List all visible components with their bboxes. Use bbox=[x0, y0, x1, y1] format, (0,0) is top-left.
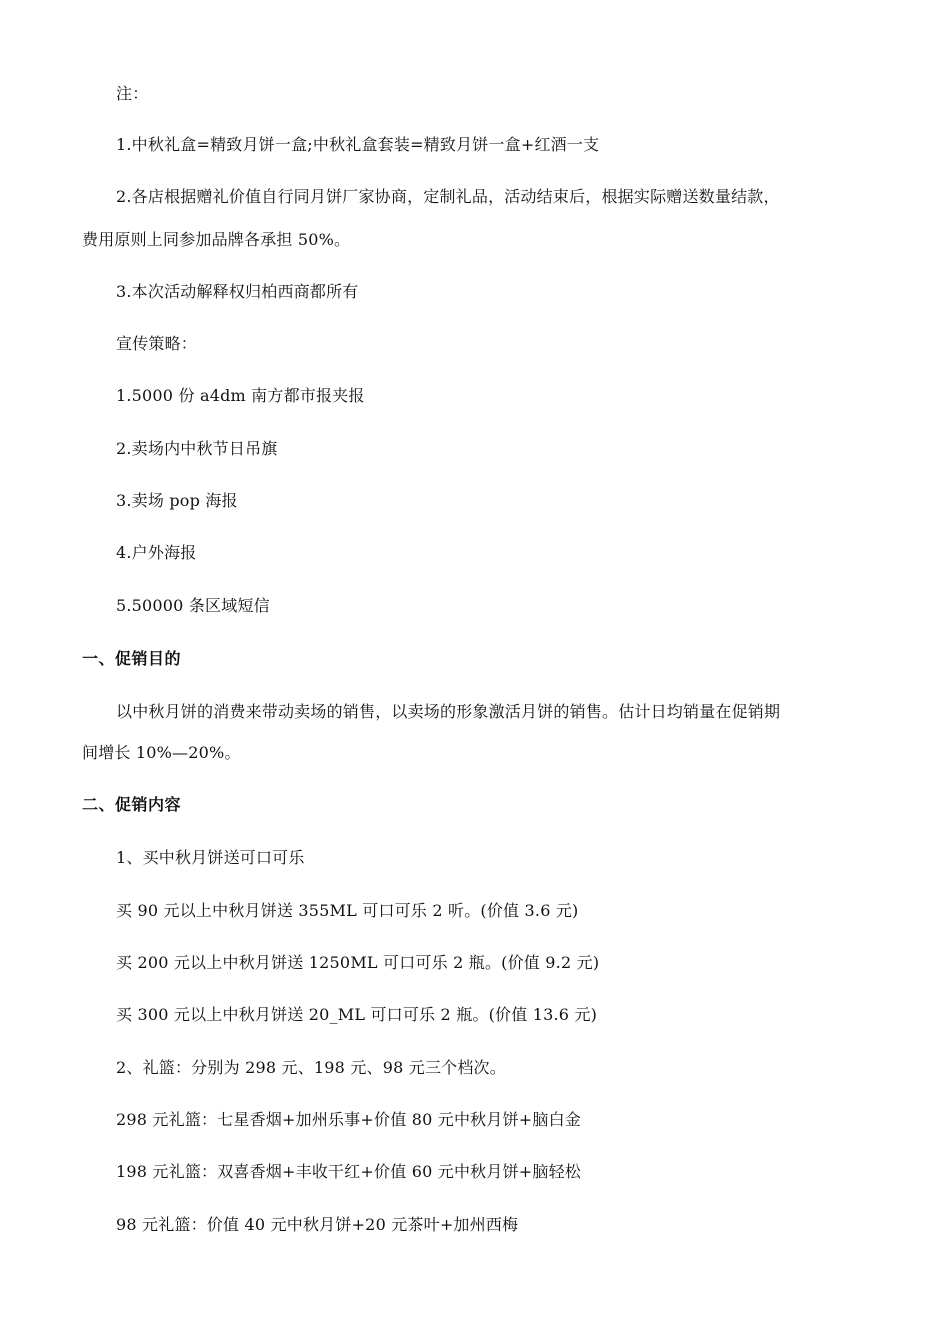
promotion-subheading-gift-basket: 2、礼篮：分别为 298 元、198 元、98 元三个档次。 bbox=[116, 1058, 506, 1077]
publicity-item: 1.5000 份 a4dm 南方都市报夹报 bbox=[116, 386, 365, 405]
basket-item: 298 元礼篮：七星香烟+加州乐事+价值 80 元中秋月饼+脑白金 bbox=[116, 1110, 581, 1129]
note-item-2-line-2: 费用原则上同参加品牌各承担 50%。 bbox=[82, 230, 351, 249]
notes-label: 注： bbox=[116, 84, 149, 103]
purpose-paragraph-line-2: 间增长 10%—20%。 bbox=[82, 743, 241, 762]
publicity-label: 宣传策略： bbox=[116, 334, 198, 353]
section-heading-promotion-content: 二、促销内容 bbox=[82, 795, 182, 814]
publicity-item: 4.户外海报 bbox=[116, 543, 197, 562]
note-item-1: 1.中秋礼盒=精致月饼一盒;中秋礼盒套装=精致月饼一盒+红酒一支 bbox=[116, 135, 600, 154]
publicity-item: 3.卖场 pop 海报 bbox=[116, 491, 238, 510]
offer-item: 买 90 元以上中秋月饼送 355ML 可口可乐 2 听。(价值 3.6 元) bbox=[116, 901, 579, 920]
publicity-item: 5.50000 条区域短信 bbox=[116, 596, 270, 615]
note-item-3: 3.本次活动解释权归柏西商都所有 bbox=[116, 282, 359, 301]
note-item-2-line-1: 2.各店根据赠礼价值自行同月饼厂家协商，定制礼品，活动结束后，根据实际赠送数量结款， bbox=[116, 187, 780, 206]
section-heading-promotion-purpose: 一、促销目的 bbox=[82, 649, 182, 668]
basket-item: 198 元礼篮：双喜香烟+丰收干红+价值 60 元中秋月饼+脑轻松 bbox=[116, 1162, 581, 1181]
publicity-item: 2.卖场内中秋节日吊旗 bbox=[116, 439, 278, 458]
basket-item: 98 元礼篮：价值 40 元中秋月饼+20 元茶叶+加州西梅 bbox=[116, 1215, 519, 1234]
promotion-subheading-coca-cola: 1、买中秋月饼送可口可乐 bbox=[116, 848, 305, 867]
offer-item: 买 200 元以上中秋月饼送 1250ML 可口可乐 2 瓶。(价值 9.2 元) bbox=[116, 953, 600, 972]
purpose-paragraph-line-1: 以中秋月饼的消费来带动卖场的销售，以卖场的形象激活月饼的销售。估计日均销量在促销期 bbox=[116, 702, 781, 721]
offer-item: 买 300 元以上中秋月饼送 20_ML 可口可乐 2 瓶。(价值 13.6 元) bbox=[116, 1005, 598, 1024]
